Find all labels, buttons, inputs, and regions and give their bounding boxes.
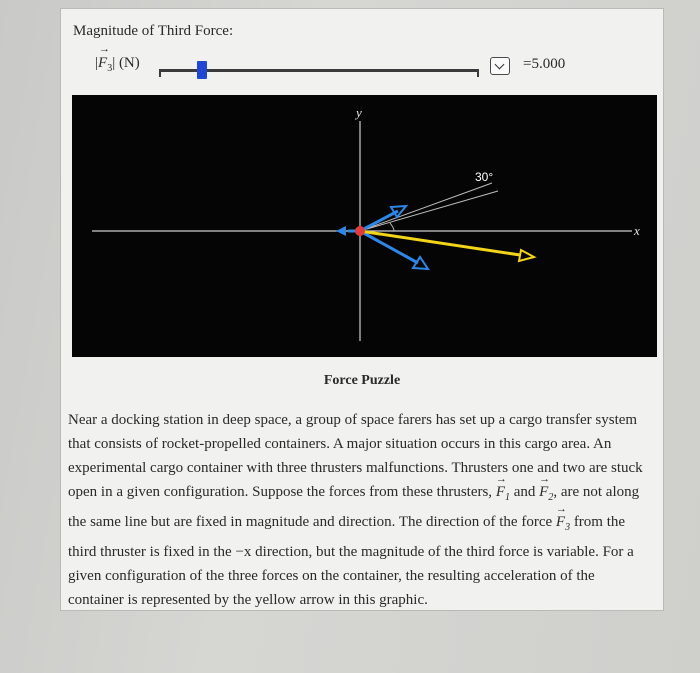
f3-symbol-text: → $F_3$ — [556, 510, 570, 540]
force-slider-thumb[interactable] — [197, 61, 207, 79]
angle-label: 30° — [475, 170, 494, 184]
angle-ref-line-2 — [360, 191, 498, 231]
graphic-caption: Force Puzzle — [323, 373, 401, 388]
f1-symbol: → $F_1$ — [496, 480, 510, 510]
force-diagram-svg — [72, 95, 657, 357]
label-suffix: | (N) — [112, 55, 140, 71]
problem-description: Near a docking station in deep space, a group of space farers has set up a cargo transfer system that consists of rocket-propelled containers. A major situation occurs in this cargo area. An experimental cargo container with three thrusters malfunctions. Thrusters one and two are stuck open in a given configuration. Suppose the forces from these thrusters, → $F_1$ and → $F_2$, are not along the same line but are fixed in magnitude and direction. The direction of the force → $F_3$ from the third thruster is fixed in the −x direction, but the magnitude of the third force is variable. For a given configuration of the three forces on the container, the resulting acceleration of the container is represented by the yellow arrow in this graphic. — [68, 408, 653, 612]
chevron-down-icon[interactable] — [490, 57, 510, 75]
magnitude-heading: Magnitude of Third Force: — [73, 23, 234, 39]
force-slider-track[interactable] — [159, 69, 479, 72]
origin-marker — [355, 226, 365, 236]
force-graphic — [72, 95, 657, 357]
x-axis-label: x — [634, 223, 640, 238]
force-value: =5.000 — [523, 56, 566, 72]
angle-arc — [390, 223, 394, 231]
label-prefix: | — [95, 55, 99, 71]
angle-ref-line-1 — [360, 183, 492, 231]
force-puzzle-panel — [60, 8, 664, 611]
force-f1-arrow — [360, 211, 398, 231]
force-f3-head — [336, 226, 346, 236]
f3-symbol: → $F_3$ — [98, 55, 112, 74]
force-f2-head — [413, 257, 428, 269]
y-axis-label: y — [356, 105, 362, 120]
slider-label — [95, 55, 140, 74]
resultant-head — [519, 250, 534, 261]
f2-symbol: → $F_2$ — [539, 480, 553, 510]
